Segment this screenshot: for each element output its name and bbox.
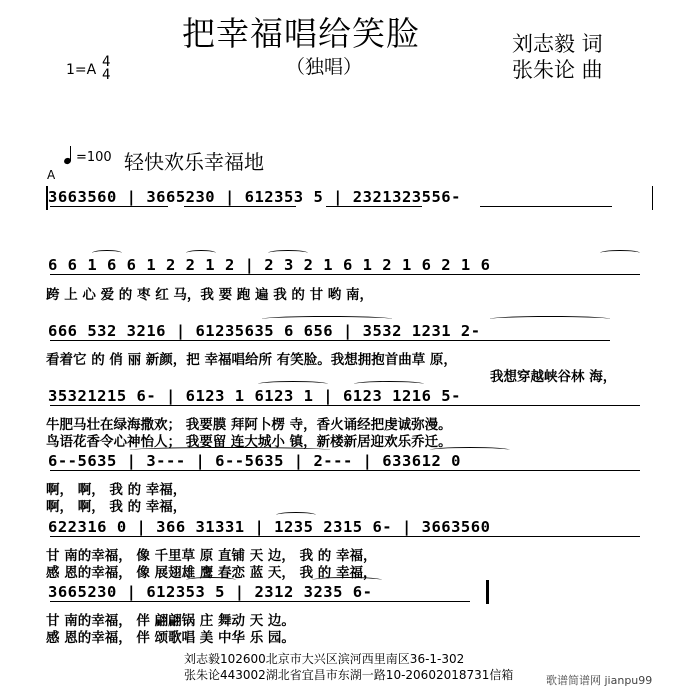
key-signature: 1=A — [66, 62, 97, 78]
tempo-description: 轻快欢乐幸福地 — [124, 150, 264, 174]
footer-address-2: 张朱论443002湖北省宜昌市东湖一路10-20602018731信箱 — [184, 668, 514, 682]
lyric-row-4-verse-2: 鸟语花香令心神怡人； 我要留 连大城小 镇，新楼新居迎欢乐乔迁。 — [46, 434, 452, 450]
lyric-row-5-verse-1: 啊， 啊， 我 的 幸福， — [46, 482, 187, 498]
beam-line — [50, 340, 610, 341]
tempo-marking: =100 — [76, 150, 112, 165]
lyric-row-2: 跨 上 心 爱 的 枣 红 马，我 要 跑 遍 我 的 甘 哟 南， — [46, 287, 373, 303]
beam-line — [50, 536, 640, 537]
lyric-row-6-verse-2: 感 恩的幸福， 像 展翅雄 鹰 春恋 蓝 天， 我 的 幸福， — [46, 565, 377, 581]
score-row-3: 666 532 3216 | 61235635 6 656 | 3532 1231 2- — [48, 322, 481, 340]
footer-address-1: 刘志毅102600北京市大兴区滨河西里南区36-1-302 — [184, 652, 465, 666]
score-row-1: 3663560 | 3665230 | 612353 5 | 2321323556- — [48, 188, 461, 206]
song-subtitle: （独唱） — [286, 56, 363, 78]
lyric-row-4-verse-1: 牛肥马壮在绿海撒欢； 我要膜 拜阿卜楞 寺，香火诵经把虔诚弥漫。 — [46, 417, 452, 433]
lyric-row-3-verse-2: 我想穿越峡谷林 海， — [490, 369, 617, 385]
score-row-5: 6--5635 | 3--- | 6--5635 | 2--- | 633612 0 — [48, 452, 461, 470]
time-signature-top: 4 — [102, 54, 111, 70]
slur — [354, 381, 424, 387]
slur — [430, 447, 510, 453]
beam-line — [326, 206, 422, 207]
watermark: 歌谱简谱网 jianpu99 — [546, 674, 653, 687]
slur — [262, 316, 392, 322]
lyric-row-7-verse-1: 甘 南的幸福， 伴 翩翩锅 庄 舞动 天 边。 — [46, 613, 295, 629]
beam-line — [50, 405, 640, 406]
time-signature-bottom: 4 — [102, 67, 111, 83]
barline — [652, 186, 653, 210]
final-barline — [486, 580, 489, 604]
slur — [490, 316, 610, 322]
composer-credit: 张朱论 曲 — [512, 58, 603, 82]
lyricist-credit: 刘志毅 词 — [512, 32, 603, 56]
slur — [92, 250, 122, 256]
beam-line — [50, 274, 640, 275]
score-row-6: 622316 0 | 366 31331 | 1235 2315 6- | 3663560 — [48, 518, 491, 536]
score-row-4: 35321215 6- | 6123 1 6123 1 | 6123 1216 5- — [48, 387, 461, 405]
beam-line — [50, 470, 640, 471]
beam-line — [50, 206, 168, 207]
beam-line — [480, 206, 612, 207]
slur — [312, 577, 382, 583]
time-signature — [102, 56, 110, 82]
slur — [600, 250, 640, 256]
lyric-row-7-verse-2: 感 恩的幸福， 伴 颂歌唱 美 中华 乐 园。 — [46, 630, 295, 646]
beam-line — [50, 601, 470, 602]
lyric-row-6-verse-1: 甘 南的幸福， 像 千里草 原 直铺 天 边， 我 的 幸福， — [46, 548, 377, 564]
section-mark: A — [47, 168, 56, 182]
slur — [258, 381, 328, 387]
lyric-row-5-verse-2: 啊， 啊， 我 的 幸福， — [46, 499, 187, 515]
lyric-row-3-verse-1: 看着它 的 俏 丽 新颜，把 幸福唱给所 有笑脸。我想拥抱首曲草 原， — [46, 352, 457, 368]
quarter-note-stem — [70, 146, 71, 161]
score-row-7: 3665230 | 612353 5 | 2312 3235 6- — [48, 583, 373, 601]
slur — [130, 447, 330, 453]
song-title: 把幸福唱给笑脸 — [182, 14, 420, 53]
score-row-2: 6 6 1 6 6 1 2 2 1 2 | 2 3 2 1 6 1 2 1 6 2 1 6 — [48, 256, 491, 274]
slur — [268, 250, 308, 256]
beam-line — [184, 206, 296, 207]
slur — [186, 577, 236, 583]
slur — [186, 250, 216, 256]
slur — [276, 512, 316, 518]
